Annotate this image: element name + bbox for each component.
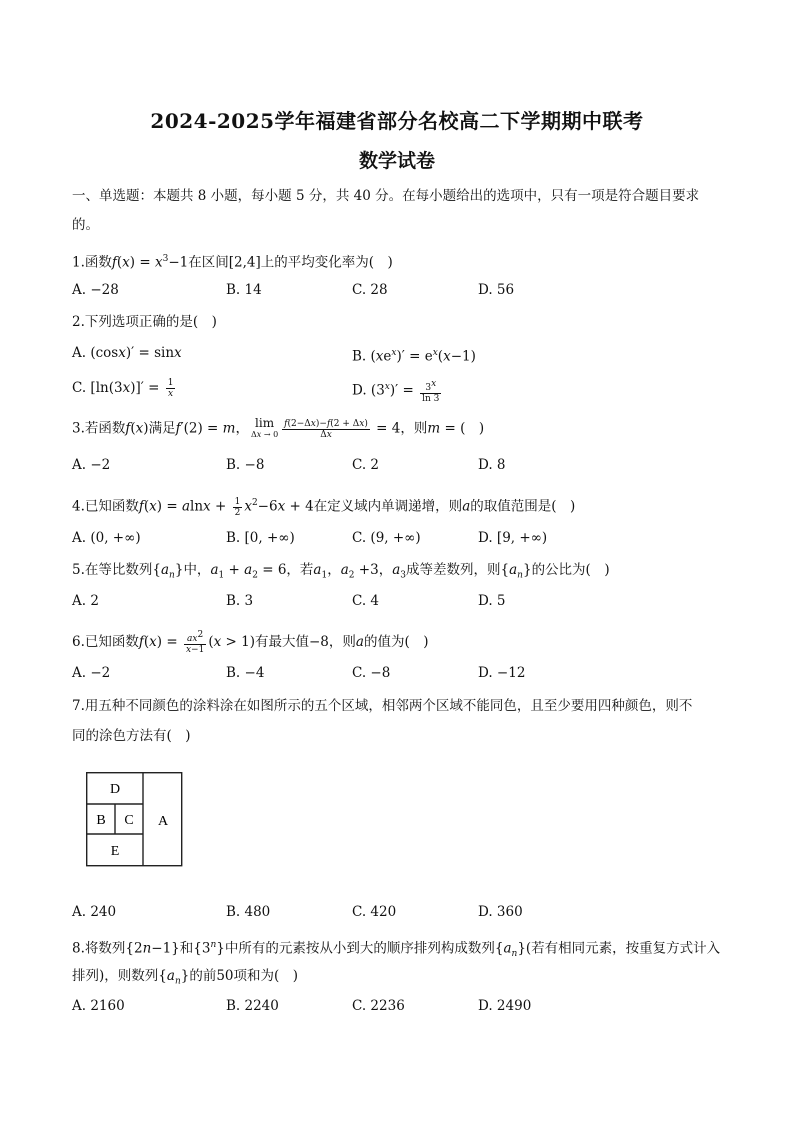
question-5-stem: 5.在等比数列$\{a_n\}$中，$a_1 + a_2 = 6$，若$a_1$，$a_2 +3$，$a_3$成等差数列，则$\{a_n\}$的公比为( ) <box>72 562 610 581</box>
question-8-stem-cont: 排列)，则数列$\{a_n\}$的前50项和为( ) <box>72 968 299 987</box>
exam-subtitle: 数学试卷 <box>358 150 435 172</box>
q8-option-d[interactable]: D. 2490 <box>478 998 532 1014</box>
q1-option-b[interactable]: B. 14 <box>226 282 262 298</box>
region-d-label: D <box>109 782 121 797</box>
q1-option-a[interactable]: A. −28 <box>72 282 119 298</box>
region-a-label: A <box>157 814 169 829</box>
q7-option-c[interactable]: C. 420 <box>352 904 397 920</box>
region-diagram <box>86 772 186 868</box>
q3-option-a[interactable]: A. −2 <box>72 457 111 473</box>
q5-option-a[interactable]: A. 2 <box>72 593 99 609</box>
exam-title: 2024-2025学年福建省部分名校高二下学期期中联考 <box>150 109 644 133</box>
q2-option-d[interactable]: D. $(3^x)'$ = $\frac{3^x}{\ln 3}$ <box>352 378 440 404</box>
q7-option-d[interactable]: D. 360 <box>478 904 523 920</box>
q2-option-b[interactable]: B. $(xe^x)' = e^x(x-1)$ <box>352 348 476 365</box>
q6-option-b[interactable]: B. −4 <box>226 665 265 681</box>
q6-option-a[interactable]: A. −2 <box>72 665 111 681</box>
q3-option-b[interactable]: B. −8 <box>226 457 265 473</box>
region-c-label: C <box>124 813 134 828</box>
q4-option-a[interactable]: A. (0, +∞) <box>72 530 141 546</box>
question-7-stem-cont: 同的涂色方法有( ) <box>72 728 191 744</box>
q5-option-c[interactable]: C. 4 <box>352 593 380 609</box>
q5-option-d[interactable]: D. 5 <box>478 593 506 609</box>
q1-option-c[interactable]: C. 28 <box>352 282 388 298</box>
question-6-stem: 6.已知函数f(x) = $\frac{ax^2}{x-1}$ (x > 1)有最大值−8，则a的值为( ) <box>72 630 429 655</box>
question-8-stem: 8.将数列{2n−1}和{3$^n$}中所有的元素按从小到大的顺序排列构成数列$\{a_n\}$(若有相同元素，按重复方式计入 <box>72 940 721 960</box>
q3-option-c[interactable]: C. 2 <box>352 457 380 473</box>
q3-option-d[interactable]: D. 8 <box>478 457 506 473</box>
region-e-label: E <box>110 844 120 859</box>
region-b-label: B <box>96 813 106 828</box>
q6-option-d[interactable]: D. −12 <box>478 665 526 681</box>
q4-option-c[interactable]: C. (9, +∞) <box>352 530 421 546</box>
q2-option-c[interactable]: C. [ln(3x)]′ = $\frac{1}{x}$ <box>72 378 174 399</box>
question-7-stem: 7.用五种不同颜色的涂料涂在如图所示的五个区域，相邻两个区域不能同色，且至少要用四种颜色，则不 <box>72 698 693 714</box>
question-1-stem: 1.函数$f(x) = x^3-1$在区间[2,4]上的平均变化率为( ) <box>72 254 393 271</box>
q2-option-a[interactable]: A. (cosx)′ = sinx <box>72 345 182 361</box>
q7-option-a[interactable]: A. 240 <box>72 904 117 920</box>
q8-option-c[interactable]: C. 2236 <box>352 998 405 1014</box>
q8-option-b[interactable]: B. 2240 <box>226 998 279 1014</box>
q1-formula: f <box>111 254 117 271</box>
q6-option-c[interactable]: C. −8 <box>352 665 391 681</box>
section-intro: 一、单选题：本题共 8 小题，每小题 5 分，共 40 分。在每小题给出的选项中，只有一项是符合题目要求 <box>72 188 700 204</box>
q8-option-a[interactable]: A. 2160 <box>72 998 125 1014</box>
q4-option-d[interactable]: D. [9, +∞) <box>478 530 548 546</box>
question-2-stem: 2.下列选项正确的是( ) <box>72 314 217 330</box>
q1-option-d[interactable]: D. 56 <box>478 282 515 298</box>
section-intro-cont: 的。 <box>72 217 99 233</box>
q7-option-b[interactable]: B. 480 <box>226 904 271 920</box>
question-3-stem: 3.若函数f(x)满足f′(2) = m， lim Δx → 0 $\frac{f(2-\Delta x)-f(2 + \Delta x)}{\Delta x}$ = 4，则m = ( ) <box>72 416 485 440</box>
q4-option-b[interactable]: B. [0, +∞) <box>226 530 295 546</box>
q5-option-b[interactable]: B. 3 <box>226 593 254 609</box>
question-4-stem: 4.已知函数f(x) = alnx + $\frac{1}{2}$ $x^2-6x + 4$在定义域内单调递增，则a的取值范围是( ) <box>72 496 576 518</box>
